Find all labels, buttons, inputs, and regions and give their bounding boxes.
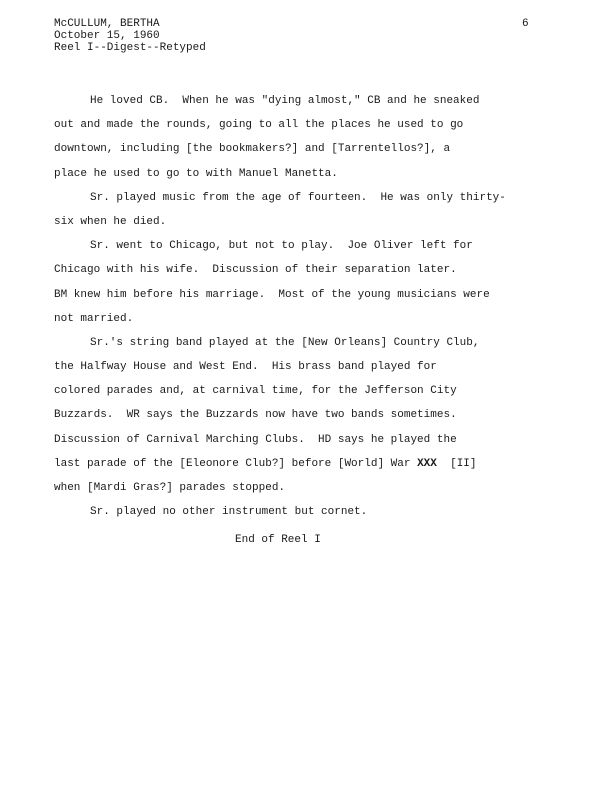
text-line: BM knew him before his marriage. Most of the young musicians were [54, 288, 490, 301]
page-number: 6 [522, 18, 529, 30]
document-body [54, 89, 554, 524]
text-segment: [II] [450, 457, 477, 470]
end-of-reel: End of Reel I [235, 534, 321, 546]
text-line: Chicago with his wife. Discussion of their separation later. [54, 264, 457, 277]
text-line: Discussion of Carnival Marching Clubs. HD says he played the [54, 433, 457, 446]
header-date: October 15, 1960 [54, 30, 160, 42]
text-line: downtown, including [the bookmakers?] and [Tarrentellos?], a [54, 143, 451, 156]
text-line-with-strikeout [54, 452, 554, 476]
text-line: when [Mardi Gras?] parades stopped. [54, 482, 286, 494]
struck-out-text: XXX [417, 457, 437, 470]
text-line: He loved CB. When he was "dying almost," CB and he sneaked [90, 95, 480, 107]
header-reel: Reel I--Digest--Retyped [54, 42, 206, 54]
text-line: Sr.'s string band played at the [New Orleans] Country Club, [90, 336, 480, 349]
document-header [54, 18, 206, 54]
text-line: six when he died. [54, 215, 167, 228]
header-name: McCULLUM, BERTHA [54, 18, 160, 30]
text-line: out and made the rounds, going to all the places he used to go [54, 119, 464, 132]
text-segment: last parade of the [Eleonore Club?] before [World] War [54, 457, 411, 470]
text-line: the Halfway House and West End. His brass band played for [54, 361, 437, 374]
text-line: colored parades and, at carnival time, for the Jefferson City [54, 385, 457, 398]
text-line: Sr. played music from the age of fourteen. He was only thirty- [90, 191, 506, 204]
text-line: Buzzards. WR says the Buzzards now have two bands sometimes. [54, 409, 457, 422]
text-line: place he used to go to with Manuel Manetta. [54, 167, 338, 180]
text-line: not married. [54, 312, 134, 325]
text-line: Sr. played no other instrument but cornet. [90, 506, 368, 519]
text-line: Sr. went to Chicago, but not to play. Joe Oliver left for [90, 240, 473, 253]
